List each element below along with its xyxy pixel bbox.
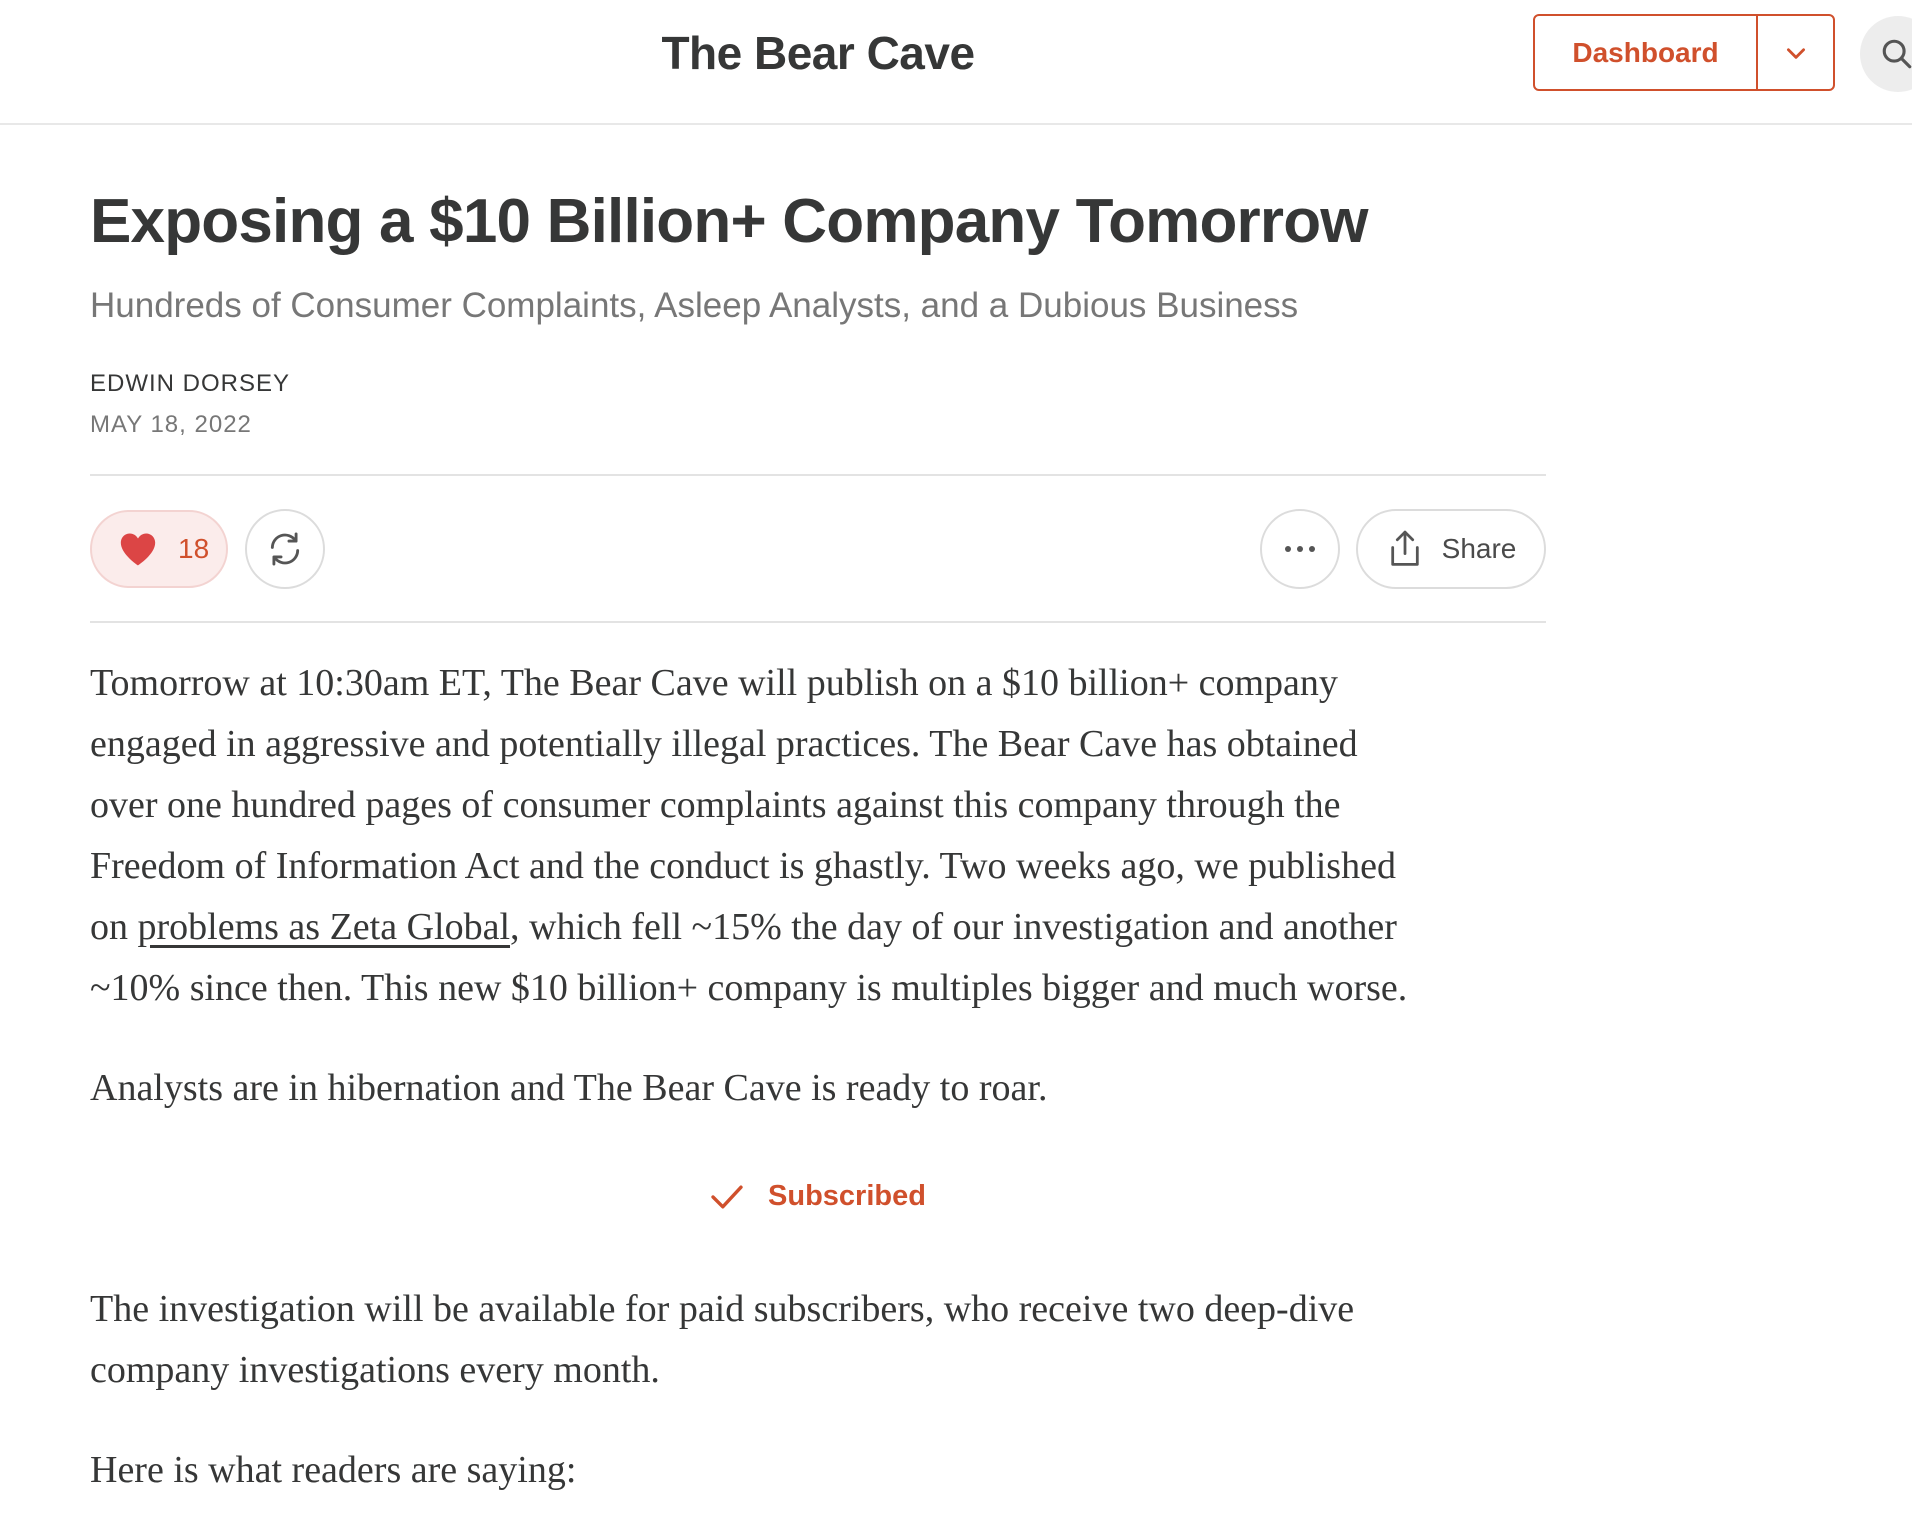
share-label: Share — [1441, 533, 1517, 564]
paragraph-line: over one hundred pages of consumer complaints against this company through the — [90, 784, 1341, 826]
check-icon — [710, 1183, 744, 1211]
paragraph-line: company investigations every month. — [90, 1349, 660, 1391]
share-icon — [1386, 529, 1424, 569]
post-subtitle: Hundreds of Consumer Complaints, Asleep Analysts, and a Dubious Business — [90, 286, 1299, 325]
divider-bottom — [90, 621, 1546, 623]
share-button[interactable] — [1356, 509, 1546, 589]
divider-top — [90, 474, 1546, 476]
dashboard-menu-button[interactable] — [1758, 16, 1833, 89]
paragraph-intro — [90, 653, 1546, 1019]
paragraph-line: ~10% since then. This new $10 billion+ company is multiples bigger and much worse. — [90, 967, 1408, 1009]
paragraph-line — [90, 897, 1546, 958]
paragraph-line: engaged in aggressive and potentially illegal practices. The Bear Cave has obtained — [90, 723, 1358, 765]
post-date: MAY 18, 2022 — [90, 411, 252, 438]
paragraph-text: on — [90, 906, 138, 948]
subscribed-label: Subscribed — [768, 1180, 926, 1212]
chevron-down-icon — [1783, 40, 1809, 66]
paragraph-investigation — [90, 1279, 1546, 1401]
paragraph-readers: Here is what readers are saying: — [90, 1449, 577, 1491]
search-icon — [1880, 37, 1912, 71]
paragraph-analysts: Analysts are in hibernation and The Bear Cave is ready to roar. — [90, 1067, 1048, 1109]
site-title[interactable]: The Bear Cave — [661, 27, 975, 79]
post-title: Exposing a $10 Billion+ Company Tomorrow — [90, 187, 1368, 256]
zeta-global-link[interactable]: problems as Zeta Global — [137, 906, 511, 948]
paragraph-line: Tomorrow at 10:30am ET, The Bear Cave will publish on a $10 billion+ company — [90, 662, 1338, 704]
author-name[interactable]: EDWIN DORSEY — [90, 370, 291, 397]
restack-icon — [266, 530, 304, 568]
more-options-button[interactable] — [1260, 509, 1340, 589]
paragraph-line: The investigation will be available for paid subscribers, who receive two deep-dive — [90, 1288, 1355, 1330]
paragraph-text: , which fell ~15% the day of our investigation and another — [510, 906, 1397, 948]
dashboard-button[interactable]: Dashboard — [1535, 16, 1758, 89]
paragraph-line: Freedom of Information Act and the conduct is ghastly. Two weeks ago, we published — [90, 845, 1396, 887]
heart-icon — [118, 531, 158, 567]
restack-button[interactable] — [245, 509, 325, 589]
like-count: 18 — [178, 533, 210, 564]
more-icon — [1282, 544, 1318, 554]
subscribed-button[interactable] — [90, 1180, 1546, 1213]
top-bar — [0, 0, 1912, 125]
dashboard-button-group — [1533, 14, 1835, 91]
search-button[interactable] — [1860, 16, 1912, 92]
like-button[interactable] — [90, 510, 228, 588]
